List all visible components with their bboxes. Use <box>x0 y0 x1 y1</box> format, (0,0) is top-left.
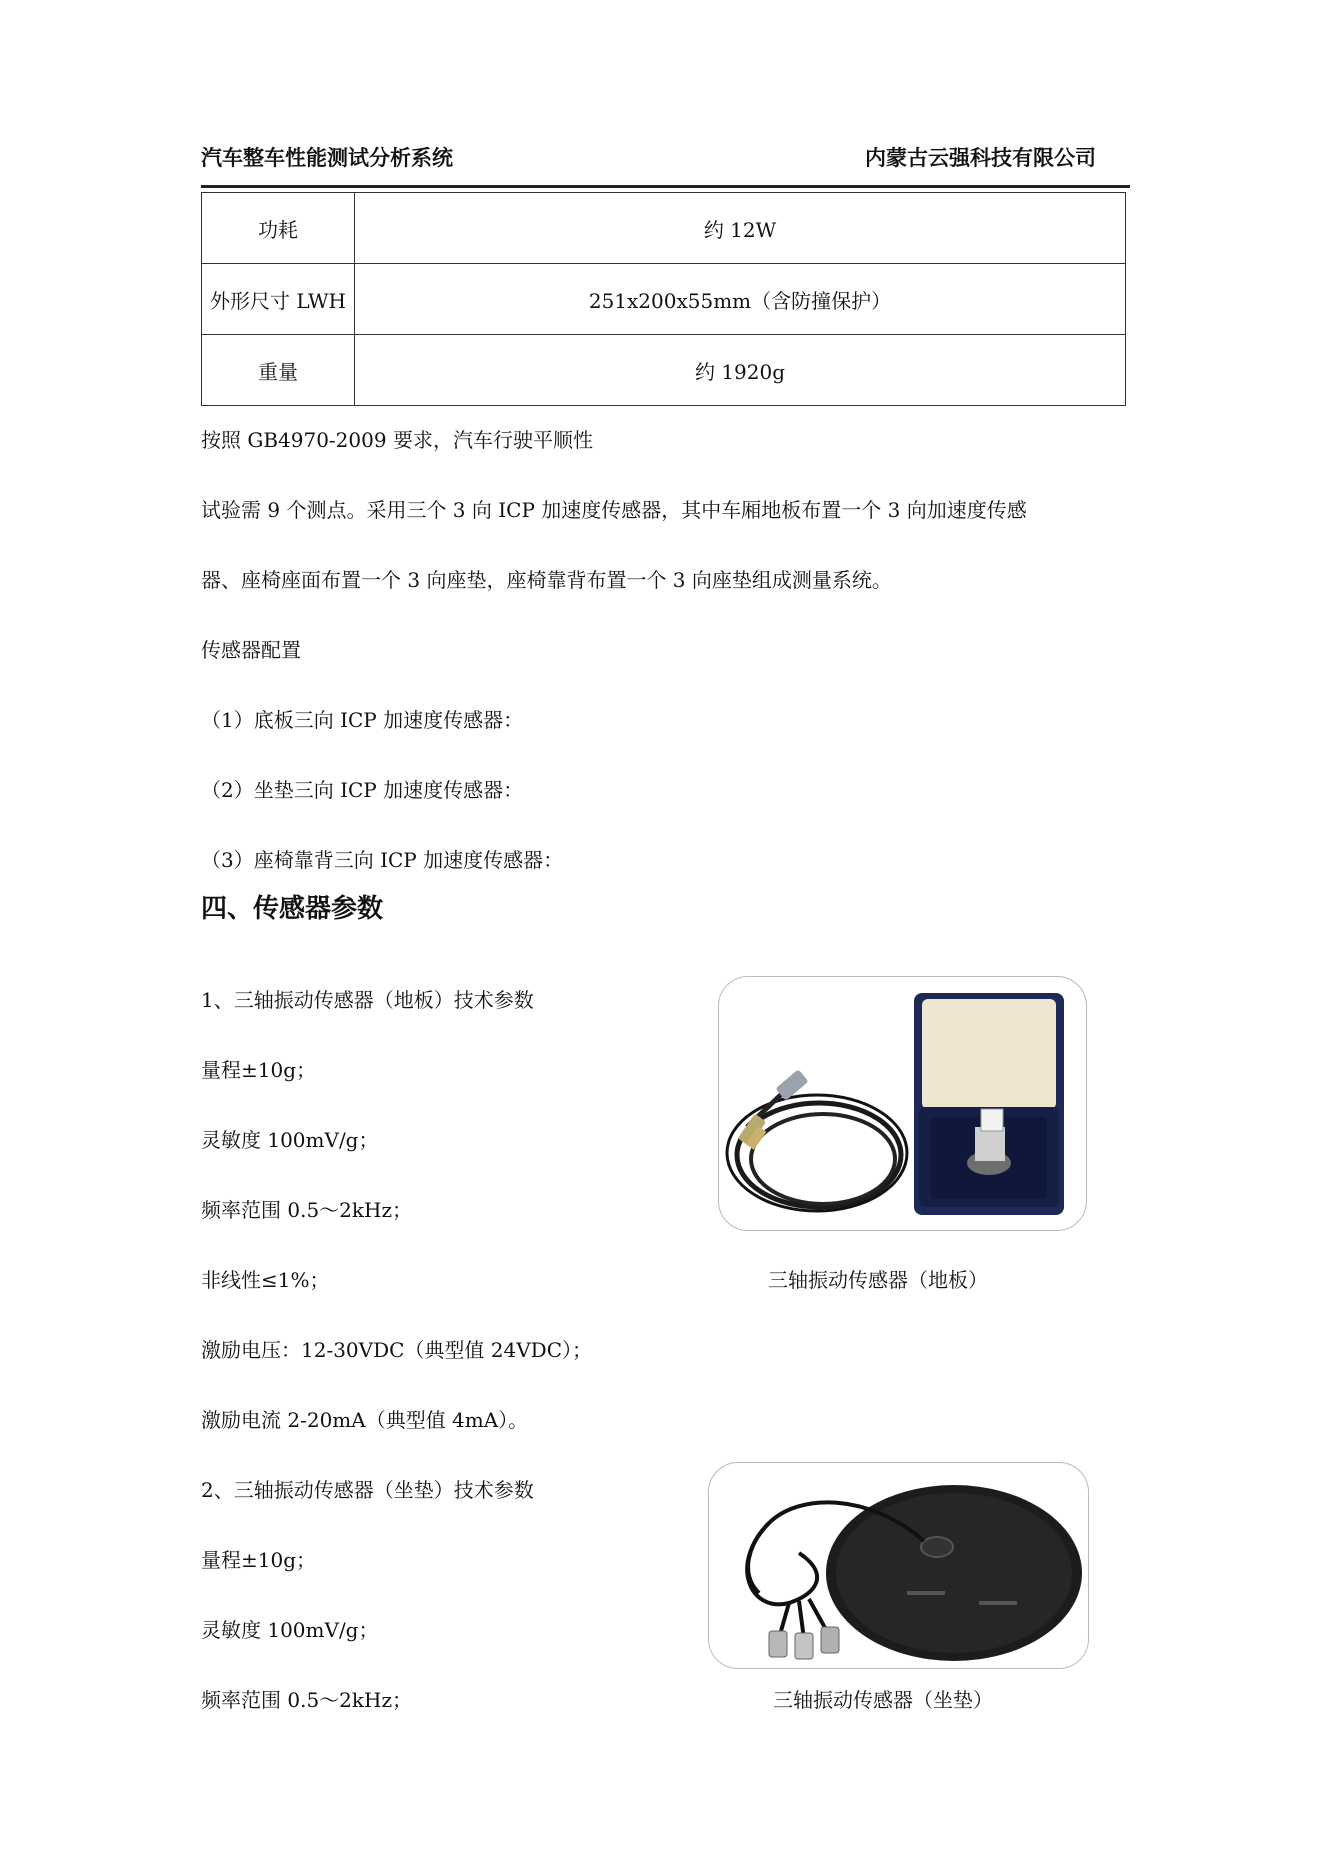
sensor1-param: 量程±10g； <box>201 1058 317 1082</box>
sensor2-param: 量程±10g； <box>201 1548 317 1572</box>
intro-line-1: 按照 GB4970-2009 要求，汽车行驶平顺性 <box>201 428 593 452</box>
header-title: 汽车整车性能测试分析系统 <box>201 146 453 170</box>
sensor2-param: 灵敏度 100mV/g； <box>201 1618 379 1642</box>
sensor2-title: 2、三轴振动传感器（坐垫）技术参数 <box>201 1478 534 1502</box>
seat-sensor-photo <box>708 1462 1089 1669</box>
table-row <box>202 264 1126 335</box>
floor-sensor-illustration <box>719 977 1086 1230</box>
table-row <box>202 335 1126 406</box>
spec-value: 约 12W <box>355 193 1126 264</box>
sensor1-param: 非线性≤1%； <box>201 1268 330 1292</box>
intro-line-3: 器、座椅座面布置一个 3 向座垫，座椅靠背布置一个 3 向座垫组成测量系统。 <box>201 568 892 592</box>
spec-label: 重量 <box>202 335 355 406</box>
config-title: 传感器配置 <box>201 638 301 662</box>
table-row <box>202 193 1126 264</box>
seat-pad-illustration <box>709 1463 1088 1668</box>
sensor1-title: 1、三轴振动传感器（地板）技术参数 <box>201 988 534 1012</box>
spec-table <box>201 192 1126 406</box>
sensor2-param: 频率范围 0.5～2kHz； <box>201 1688 412 1712</box>
sensor1-param: 频率范围 0.5～2kHz； <box>201 1198 412 1222</box>
intro-line-2: 试验需 9 个测点。采用三个 3 向 ICP 加速度传感器，其中车厢地板布置一个 3 向加速度传感 <box>201 498 1027 522</box>
header-divider <box>201 185 1130 188</box>
config-item-3: （3）座椅靠背三向 ICP 加速度传感器： <box>201 848 564 872</box>
floor-sensor-photo <box>718 976 1087 1231</box>
sensor1-param: 激励电压：12-30VDC（典型值 24VDC）； <box>201 1338 593 1362</box>
sensor1-caption: 三轴振动传感器（地板） <box>768 1268 988 1292</box>
config-item-2: （2）坐垫三向 ICP 加速度传感器： <box>201 778 524 802</box>
header-company: 内蒙古云强科技有限公司 <box>865 146 1096 170</box>
sensor1-param: 灵敏度 100mV/g； <box>201 1128 379 1152</box>
config-item-1: （1）底板三向 ICP 加速度传感器： <box>201 708 524 732</box>
spec-label: 功耗 <box>202 193 355 264</box>
sensor2-caption: 三轴振动传感器（坐垫） <box>773 1688 993 1712</box>
spec-value: 251x200x55mm（含防撞保护） <box>355 264 1126 335</box>
spec-value: 约 1920g <box>355 335 1126 406</box>
sensor1-param: 激励电流 2-20mA（典型值 4mA）。 <box>201 1408 529 1432</box>
section-heading: 四、传感器参数 <box>201 894 384 924</box>
spec-label: 外形尺寸 LWH <box>202 264 355 335</box>
